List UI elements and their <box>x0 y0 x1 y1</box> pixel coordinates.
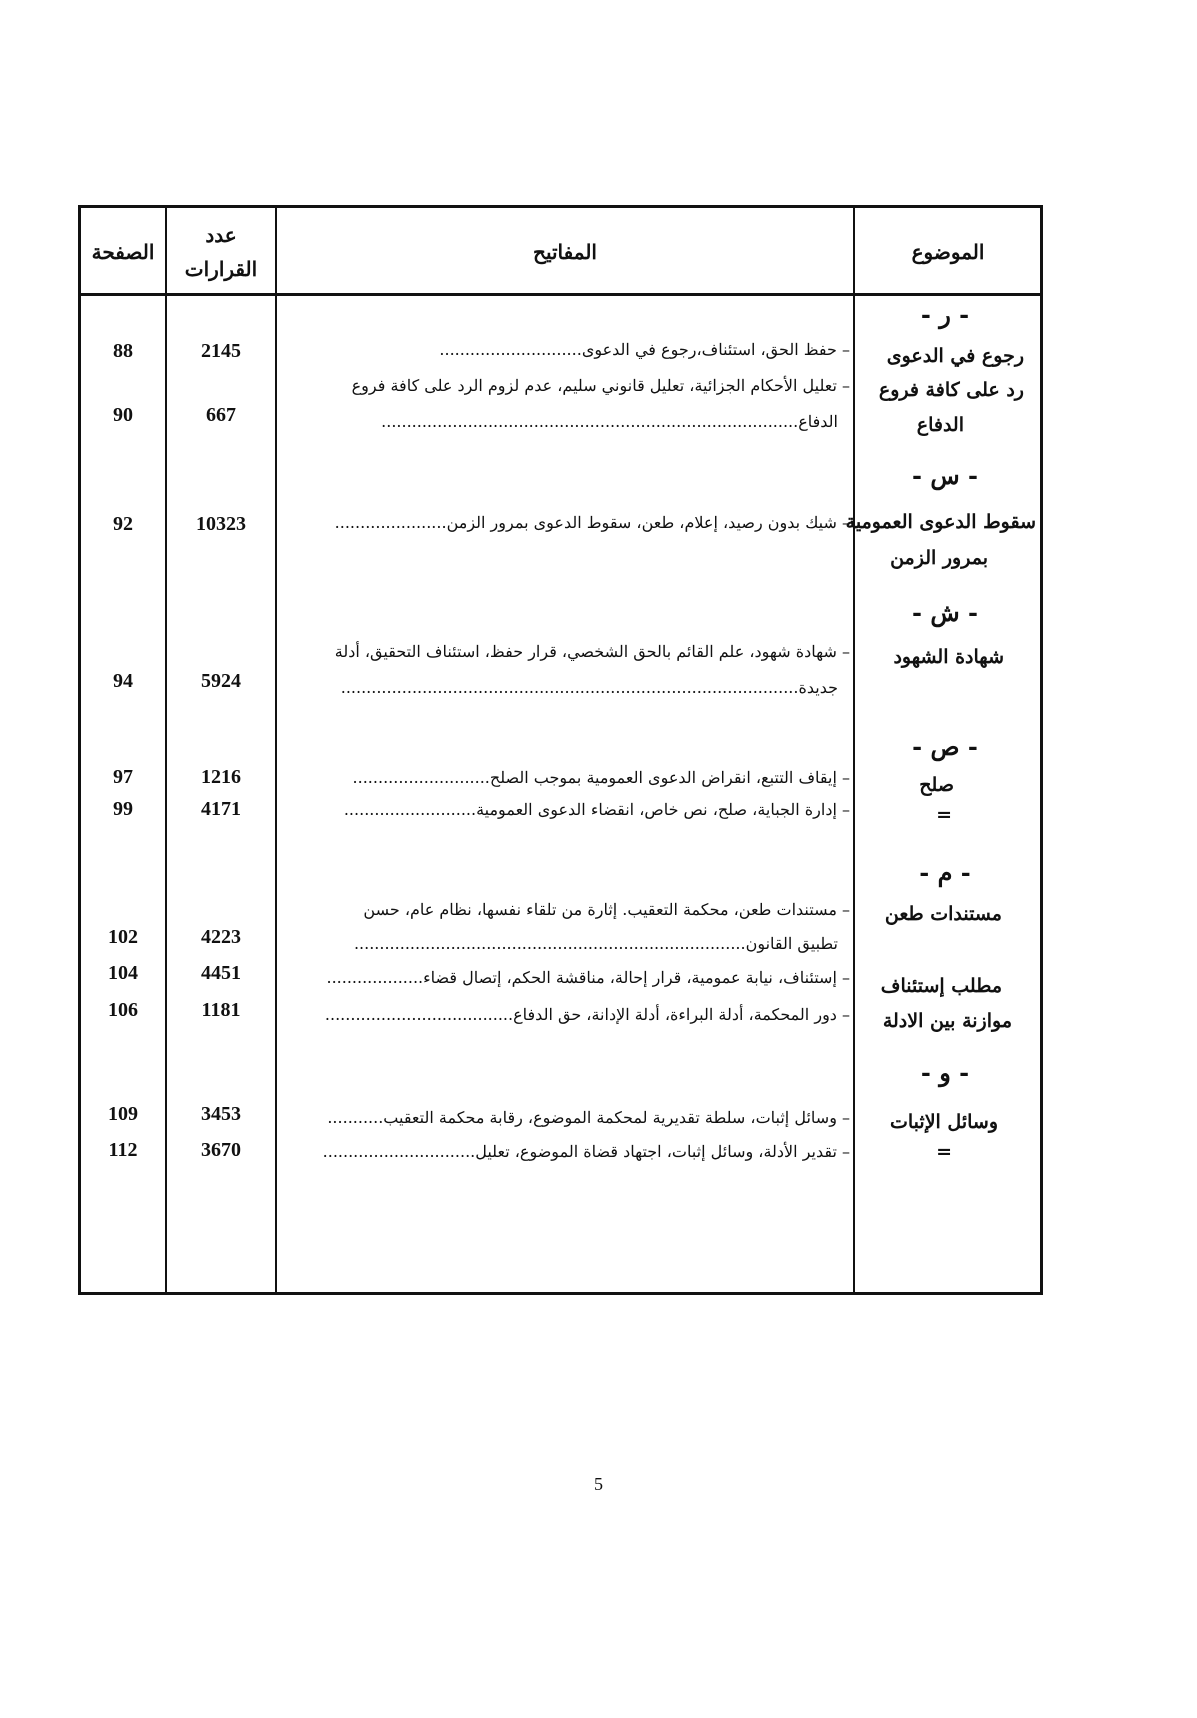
column-divider <box>165 208 167 1292</box>
page-number: 5 <box>594 1474 603 1494</box>
letter-heading-m: - م - <box>919 858 971 887</box>
letter-heading-r: - ر - <box>920 300 970 329</box>
page-ref: 94 <box>113 670 133 692</box>
subject-rujou: رجوع في الدعوى <box>886 345 1024 367</box>
keyword-entry: – تقدير الأدلة، وسائل إثبات، اجتهاد قضاة الموضوع، تعليل.............................. <box>322 1142 850 1161</box>
page-ref: 106 <box>108 999 138 1021</box>
page-ref: 109 <box>108 1103 138 1125</box>
keyword-text: تطبيق القانون <box>745 934 838 953</box>
keyword-entry <box>335 642 850 661</box>
header-keywords: المفاتيح <box>533 240 597 264</box>
subject-mustanadat: مستندات طعن <box>884 903 1002 925</box>
keyword-text: – دور المحكمة، أدلة البراءة، أدلة الإدانة، حق الدفاع <box>513 1005 850 1024</box>
decision-count: 667 <box>206 404 236 426</box>
subject-suqut-cont: بمرور الزمن <box>890 547 988 569</box>
keyword-entry <box>363 900 850 919</box>
keyword-entry <box>352 376 850 395</box>
keyword-entry: تطبيق القانون............................................................................. <box>353 934 838 953</box>
keyword-text: الدفاع <box>798 412 838 431</box>
keyword-text: – شهادة شهود، علم القائم بالحق الشخصي، قرار حفظ، استئناف التحقيق، أدلة <box>334 642 850 661</box>
subject-muwazana: موازنة بين الادلة <box>882 1010 1012 1032</box>
keyword-entry: جديدة.......................................................................................... <box>340 678 838 697</box>
subject-shahada: شهادة الشهود <box>893 646 1004 668</box>
subject-matlab: مطلب إستئناف <box>880 975 1002 997</box>
decision-count: 1181 <box>201 999 241 1021</box>
decision-count: 4223 <box>201 926 241 948</box>
keyword-text: – إستئناف، نيابة عمومية، قرار إحالة، مناقشة الحكم، إتصال قضاء <box>423 968 850 987</box>
decision-count: 5924 <box>201 670 241 692</box>
header-count-line2: القرارات <box>184 257 258 281</box>
keyword-text: – إيقاف التتبع، انقراض الدعوى العمومية بموجب الصلح <box>489 768 850 787</box>
decision-count: 3453 <box>201 1103 241 1125</box>
letter-heading-sh: - ش - <box>912 598 978 627</box>
keyword-text: – إدارة الجباية، صلح، نص خاص، انقضاء الدعوى العمومية <box>476 800 850 819</box>
keyword-text: – تعليل الأحكام الجزائية، تعليل قانوني سليم، عدم لزوم الرد على كافة فروع <box>351 376 850 395</box>
keyword-text: – حفظ الحق، استئناف،رجوع في الدعوى <box>581 340 850 359</box>
column-divider <box>275 208 277 1292</box>
decision-count: 3670 <box>201 1139 241 1161</box>
page-ref: 112 <box>108 1139 138 1161</box>
header-subject: الموضوع <box>911 240 985 264</box>
page-ref: 99 <box>113 798 133 820</box>
decision-count: 4451 <box>201 962 241 984</box>
keyword-text: – تقدير الأدلة، وسائل إثبات، اجتهاد قضاة الموضوع، تعليل <box>475 1142 850 1161</box>
page-ref: 97 <box>113 766 133 788</box>
page-ref: 88 <box>113 340 133 362</box>
letter-heading-w: - و - <box>920 1058 970 1087</box>
subject-sulh-ditto: = <box>936 804 952 826</box>
keyword-entry: – دور المحكمة، أدلة البراءة، أدلة الإدانة، حق الدفاع..................................... <box>324 1005 850 1024</box>
decision-count: 1216 <box>201 766 241 788</box>
letter-heading-s: - س - <box>912 461 978 490</box>
header-count-line1: عدد <box>205 223 237 247</box>
subject-radd: رد على كافة فروع <box>878 379 1024 401</box>
header-count <box>167 208 275 296</box>
subject-wasail: وسائل الإثبات <box>890 1111 998 1133</box>
keyword-entry: – إدارة الجباية، صلح، نص خاص، انقضاء الدعوى العمومية.......................... <box>343 800 850 819</box>
decision-count: 10323 <box>196 513 246 535</box>
keyword-entry: – شيك بدون رصيد، إعلام، طعن، سقوط الدعوى بمرور الزمن...................... <box>334 513 850 532</box>
keyword-text: – وسائل إثبات، سلطة تقديرية لمحكمة الموضوع، رقابة محكمة التعقيب <box>383 1108 850 1127</box>
page-ref: 102 <box>108 926 138 948</box>
header-page: الصفحة <box>91 240 155 264</box>
index-table <box>78 205 1043 1295</box>
letter-heading-ss: - ص - <box>912 732 978 761</box>
keyword-text: – مستندات طعن، محكمة التعقيب. إثارة من تلقاء نفسها، نظام عام، حسن <box>363 900 850 919</box>
page-ref: 104 <box>108 962 138 984</box>
keyword-text: جديدة <box>798 678 838 697</box>
subject-wasail-ditto: = <box>936 1141 952 1163</box>
subject-suqut: سقوط الدعوى العمومية <box>845 511 1036 533</box>
subject-radd-cont: الدفاع <box>916 414 964 436</box>
keyword-entry: – حفظ الحق، استئناف،رجوع في الدعوى............................ <box>439 340 850 359</box>
keyword-entry: – وسائل إثبات، سلطة تقديرية لمحكمة الموضوع، رقابة محكمة التعقيب........... <box>327 1108 850 1127</box>
page-ref: 92 <box>113 513 133 535</box>
keyword-text: – شيك بدون رصيد، إعلام، طعن، سقوط الدعوى بمرور الزمن <box>446 513 850 532</box>
subject-sulh: صلح <box>919 774 954 796</box>
decision-count: 4171 <box>201 798 241 820</box>
keyword-entry: – إستئناف، نيابة عمومية، قرار إحالة، مناقشة الحكم، إتصال قضاء................... <box>326 968 850 987</box>
keyword-entry: – إيقاف التتبع، انقراض الدعوى العمومية بموجب الصلح........................... <box>352 768 850 787</box>
page-ref: 90 <box>113 404 133 426</box>
keyword-entry: الدفاع.................................................................................. <box>381 412 838 431</box>
decision-count: 2145 <box>201 340 241 362</box>
